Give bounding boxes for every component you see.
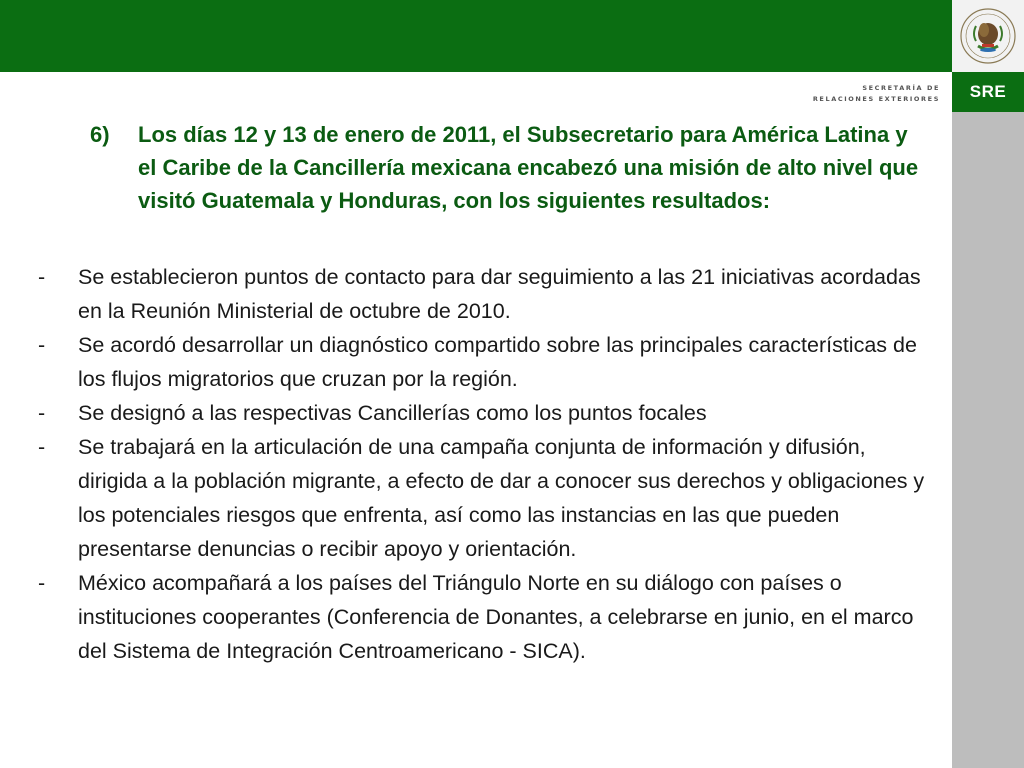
results-list	[38, 260, 938, 668]
list-item-text: México acompañará a los países del Triángulo Norte en su diálogo con países o instituciones cooperantes (Conferencia de Donantes, a celebrarse en junio, en el marco del Sistema de Integración Centroamericano - SICA).	[78, 571, 914, 663]
ministry-name	[800, 83, 940, 105]
heading-text: Los días 12 y 13 de enero de 2011, el Subsecretario para América Latina y el Caribe de la Cancillería mexicana encabezó una misión de alto nivel que visitó Guatemala y Honduras, con los siguientes resultados:	[138, 122, 919, 213]
bullet-dash: -	[38, 333, 46, 357]
section-heading	[90, 118, 920, 217]
list-item	[38, 430, 938, 566]
heading-number: 6)	[90, 122, 110, 147]
list-item	[38, 328, 938, 396]
bullet-dash: -	[38, 435, 46, 459]
list-item-text: Se trabajará en la articulación de una campaña conjunta de información y difusión, dirigida a la población migrante, a efecto de dar a conocer sus derechos y obligaciones y los potenciales riesgos que enfrenta, así como las instancias en las que pueden presentarse denuncias o recibir apoyo y orientación.	[78, 435, 925, 561]
bullet-dash: -	[38, 401, 46, 425]
list-item	[38, 566, 938, 668]
coat-of-arms-seal	[952, 0, 1024, 72]
bullet-dash: -	[38, 265, 46, 289]
list-item	[38, 260, 938, 328]
eagle-seal-icon	[958, 6, 1018, 66]
list-item	[38, 396, 938, 430]
list-item-text: Se designó a las respectivas Cancillerías como los puntos focales	[78, 401, 707, 425]
sre-logo: SRE	[952, 72, 1024, 112]
bullet-dash: -	[38, 571, 46, 595]
ministry-line-1: SECRETARÍA DE	[862, 84, 940, 92]
top-banner	[0, 0, 952, 72]
list-item-text: Se establecieron puntos de contacto para dar seguimiento a las 21 iniciativas acordadas en la Reunión Ministerial de octubre de 2010.	[78, 265, 921, 323]
list-item-text: Se acordó desarrollar un diagnóstico compartido sobre las principales características de los flujos migratorios que cruzan por la región.	[78, 333, 917, 391]
ministry-line-2: RELACIONES EXTERIORES	[812, 95, 940, 103]
right-sidebar	[952, 0, 1024, 768]
